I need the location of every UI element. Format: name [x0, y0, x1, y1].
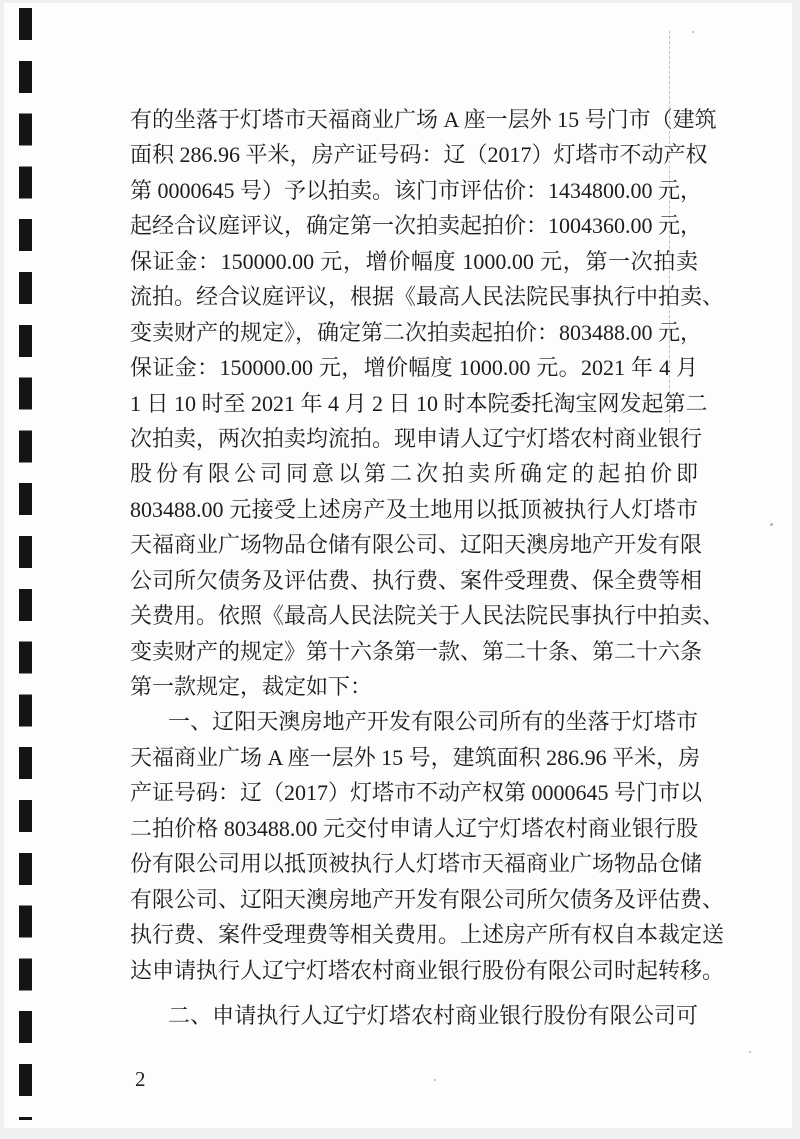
- page-number: 2: [135, 1067, 146, 1091]
- text-line: 1 日 10 时至 2021 年 4 月 2 日 10 时本院委托淘宝网发起第二: [130, 390, 708, 416]
- text-line: 803488.00 元接受上述房产及土地用以抵顶被执行人灯塔市: [130, 496, 698, 522]
- text-line: 产证号码：辽（2017）灯塔市不动产权第 0000645 号门市以: [130, 780, 703, 806]
- text-line: 关费用。依照《最高人民法院关于人民法院民事执行中拍卖、: [130, 603, 725, 629]
- scan-speck: [749, 1051, 751, 1053]
- text-line: 达申请执行人辽宁灯塔农村商业银行股份有限公司时起转移。: [130, 957, 725, 983]
- text-line: 第 0000645 号）予以拍卖。该门市评估价：1434800.00 元，: [130, 177, 703, 203]
- text-line: 份有限公司用以抵顶被执行人灯塔市天福商业广场物品仓储: [130, 851, 703, 877]
- text-line: 公司所欠债务及评估费、执行费、案件受理费、保全费等相: [130, 567, 703, 593]
- scan-speck: [434, 1079, 436, 1081]
- text-line: 变卖财产的规定》，确定第二次拍卖起拍价：803488.00 元，: [130, 319, 703, 345]
- text-line: 天福商业广场物品仓储有限公司、辽阳天澳房地产开发有限: [130, 532, 703, 558]
- text-line: 起经合议庭评议，确定第一次拍卖起拍价：1004360.00 元，: [130, 213, 703, 239]
- text-line: 次拍卖，两次拍卖均流拍。现申请人辽宁灯塔农村商业银行: [130, 425, 703, 451]
- text-line: 面积 286.96 平米，房产证号码：辽（2017）灯塔市不动产权: [130, 142, 708, 168]
- text-line: 执行费、案件受理费等相关费用。上述房产所有权自本裁定送: [130, 922, 725, 948]
- scan-speck: [692, 31, 694, 33]
- text-line: 流拍。经合议庭评议，根据《最高人民法院民事执行中拍卖、: [130, 284, 725, 310]
- scan-speck: [770, 523, 773, 526]
- document-page: [4, 3, 792, 1128]
- text-line: 二拍价格 803488.00 元交付申请人辽宁灯塔农村商业银行股: [130, 815, 698, 841]
- text-line: 第一款规定，裁定如下：: [130, 674, 373, 699]
- text-line: 股份有限公司同意以第二次拍卖所确定的起拍价即: [130, 461, 698, 487]
- text-line: 天福商业广场 A 座一层外 15 号，建筑面积 286.96 平米，房: [130, 744, 701, 770]
- text-line-item-two: 二、申请执行人辽宁灯塔农村商业银行股份有限公司可: [168, 1002, 698, 1028]
- text-line: 有的坐落于灯塔市天福商业广场 A 座一层外 15 号门市（建筑: [130, 107, 717, 132]
- text-line: 保证金：150000.00 元，增价幅度 1000.00 元。2021 年 4 月: [130, 355, 698, 381]
- ruling-body-text: [130, 102, 725, 1033]
- text-line-item-one: 一、辽阳天澳房地产开发有限公司所有的坐落于灯塔市: [168, 709, 698, 735]
- binding-holes: [19, 8, 32, 1120]
- text-line: 保证金：150000.00 元，增价幅度 1000.00 元，第一次拍卖: [130, 248, 698, 274]
- text-line: 变卖财产的规定》第十六条第一款、第二十条、第二十六条: [130, 638, 703, 664]
- text-line: 有限公司、辽阳天澳房地产开发有限公司所欠债务及评估费、: [130, 886, 725, 912]
